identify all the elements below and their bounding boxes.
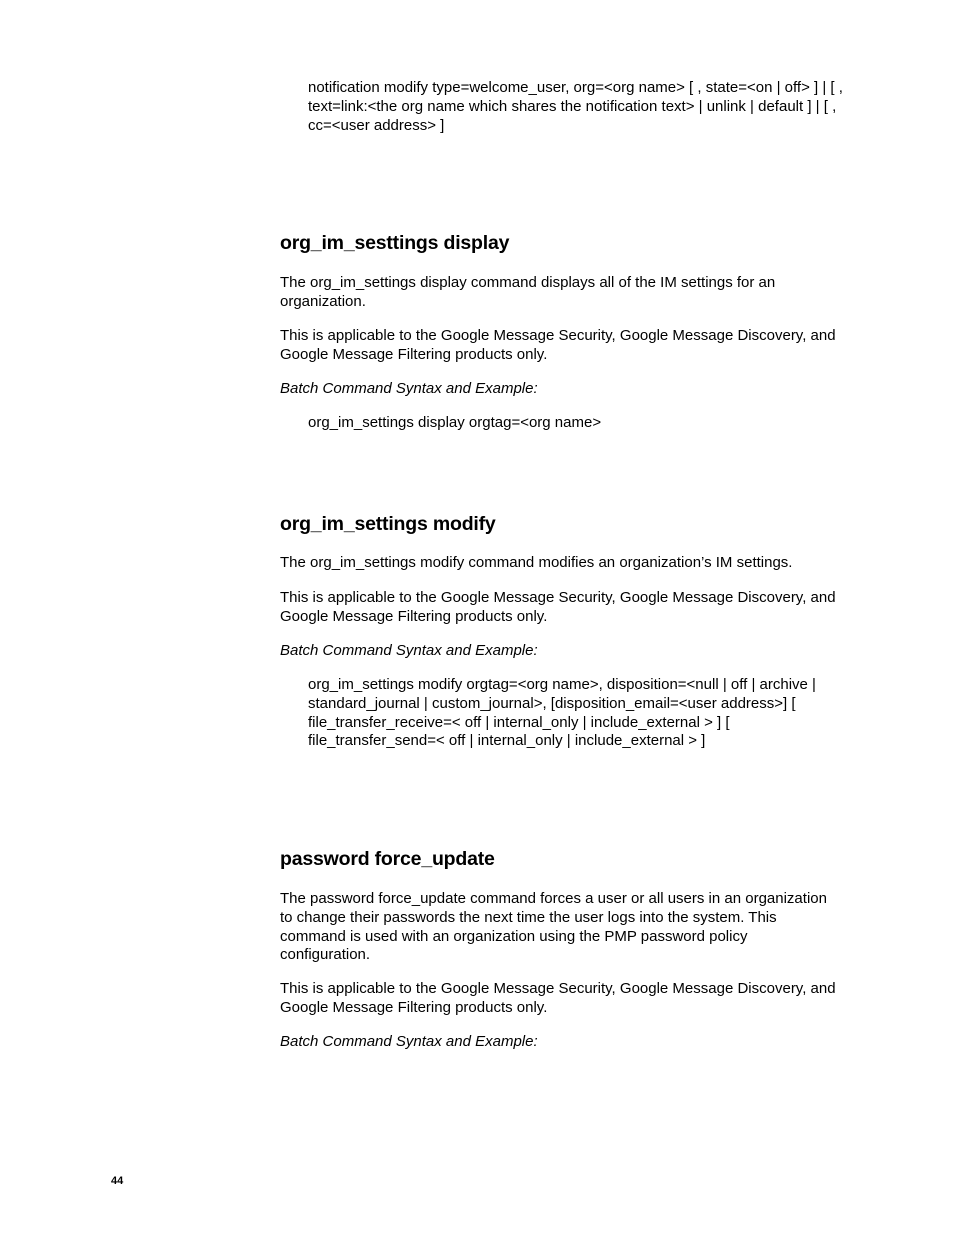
section-applicability: This is applicable to the Google Message Security, Google Message Discovery, and Google Message Filtering products only. xyxy=(280,980,836,1016)
section-description: The org_im_settings modify command modifies an organization’s IM settings. xyxy=(280,554,793,571)
notification-modify-syntax: notification modify type=welcome_user, org=<org name> [ , state=<on | off> ] | [ , text=link:<the org name which shares the notification text> | unlink | default ] | [ , cc=<user address> ] xyxy=(308,79,843,134)
section-heading: org_im_sesttings display xyxy=(280,232,510,254)
page-number: 44 xyxy=(111,1175,124,1187)
section-applicability: This is applicable to the Google Message Security, Google Message Discovery, and Google Message Filtering products only. xyxy=(280,327,836,363)
section-applicability: This is applicable to the Google Message Security, Google Message Discovery, and Google Message Filtering products only. xyxy=(280,589,836,625)
syntax-code: org_im_settings modify orgtag=<org name>, disposition=<null | off | archive | standard_journal | custom_journal>, [disposition_email=<user address>] [ file_transfer_receive=< off | internal_only | include_external > ] [ file_transfer_send=< off | internal_only | include_external > ] xyxy=(308,676,816,750)
section-heading: org_im_settings modify xyxy=(280,513,496,535)
section-description: The org_im_settings display command displays all of the IM settings for an organization. xyxy=(280,274,776,310)
section-description: The password force_update command forces a user or all users in an organization to change their passwords the next time the user logs into the system. This command is used with an organization using the PMP password policy configuration. xyxy=(280,890,827,964)
syntax-caption: Batch Command Syntax and Example: xyxy=(280,1033,538,1050)
syntax-caption: Batch Command Syntax and Example: xyxy=(280,642,538,659)
syntax-code: org_im_settings display orgtag=<org name> xyxy=(308,414,602,431)
syntax-caption: Batch Command Syntax and Example: xyxy=(280,380,538,397)
section-heading: password force_update xyxy=(280,848,495,870)
